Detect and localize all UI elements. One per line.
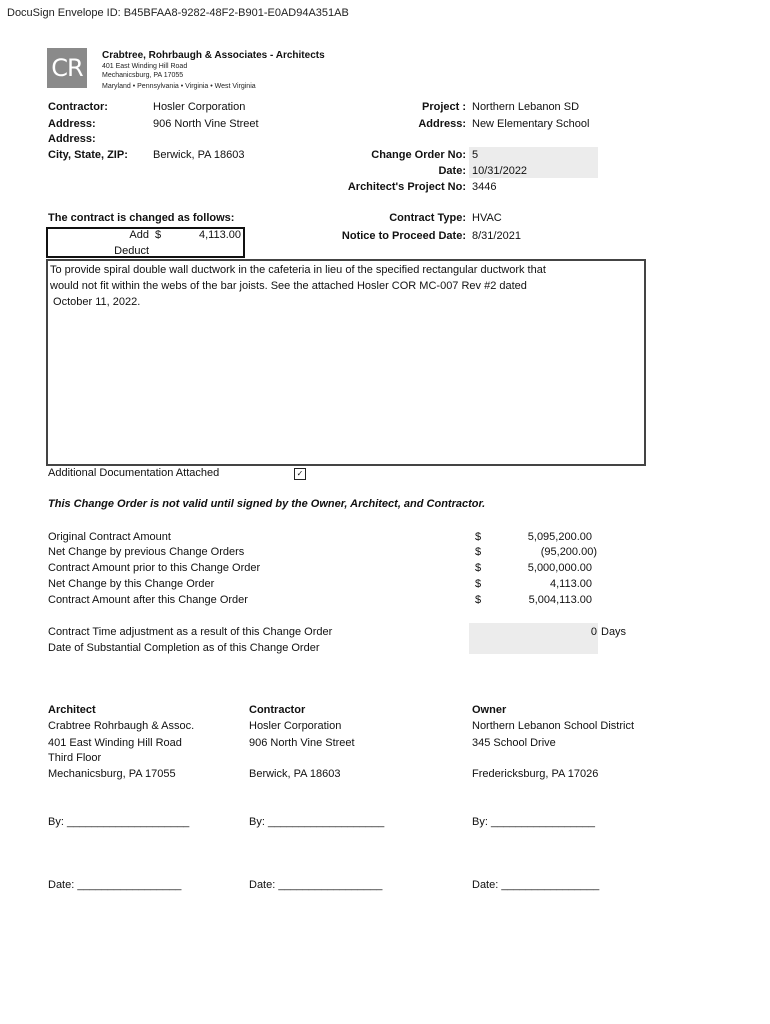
ntp-label: Notice to Proceed Date:	[341, 230, 466, 242]
architect-heading: Architect	[48, 704, 96, 716]
architect-line-1: Crabtree Rohrbaugh & Assoc.	[48, 720, 195, 732]
contract-type-label: Contract Type:	[389, 212, 466, 224]
contractor-city-label: City, State, ZIP:	[48, 149, 128, 161]
description-line-2: would not fit within the webs of the bar joists. See the attached Hosler COR MC-007 Rev #2 dated	[50, 280, 527, 292]
owner-heading: Owner	[472, 704, 507, 716]
project-address-label: Address:	[418, 118, 466, 130]
owner-line-2: 345 School Drive	[472, 737, 556, 749]
project-label: Project :	[421, 101, 466, 113]
summary-label-2: Net Change by previous Change Orders	[48, 546, 245, 558]
architect-date[interactable]: Date: _________________	[48, 879, 182, 891]
date-value: 10/31/2022	[472, 165, 528, 177]
summary-label-1: Original Contract Amount	[48, 531, 171, 543]
additional-docs-label: Additional Documentation Attached	[48, 467, 220, 479]
owner-date[interactable]: Date: ________________	[472, 879, 600, 891]
contractor-sig-line-1: Hosler Corporation	[249, 720, 342, 732]
substantial-completion-label: Date of Substantial Completion as of this Change Order	[48, 642, 320, 654]
summary-value-2: (95,200.00)	[540, 546, 597, 558]
firm-states: Maryland • Pennsylvania • Virginia • West Virginia	[102, 83, 256, 90]
project-value: Northern Lebanon SD	[472, 101, 580, 113]
project-address: New Elementary School	[472, 118, 590, 130]
summary-cur-3: $	[475, 562, 482, 574]
owner-line-1: Northern Lebanon School District	[472, 720, 635, 732]
contractor-sig-line-4: Berwick, PA 18603	[249, 768, 341, 780]
summary-value-4: 4,113.00	[549, 578, 592, 590]
contractor-address2-label: Address:	[48, 133, 96, 145]
additional-docs-checkbox[interactable]: ✓	[294, 468, 306, 480]
envelope-id: DocuSign Envelope ID: B45BFAA8-9282-48F2-B901-E0AD94A351AB	[7, 7, 349, 19]
contractor-label: Contractor:	[48, 101, 108, 113]
add-currency: $	[155, 229, 162, 241]
contractor-address: 906 North Vine Street	[153, 118, 259, 130]
time-adjustment-value: 0	[590, 626, 597, 638]
description-box	[46, 259, 646, 466]
change-heading: The contract is changed as follows:	[48, 212, 235, 224]
change-order-no-label: Change Order No:	[371, 149, 466, 161]
summary-label-5: Contract Amount after this Change Order	[48, 594, 248, 606]
architect-project-no-label: Architect's Project No:	[347, 181, 466, 193]
contractor-address-label: Address:	[48, 118, 96, 130]
contractor-by[interactable]: By: ___________________	[249, 816, 385, 828]
architect-line-3: Third Floor	[48, 752, 102, 764]
contractor-city: Berwick, PA 18603	[153, 149, 245, 161]
time-adjustment-label: Contract Time adjustment as a result of this Change Order	[48, 626, 333, 638]
firm-name: Crabtree, Rohrbaugh & Associates - Architects	[102, 50, 325, 61]
contractor-date[interactable]: Date: _________________	[249, 879, 383, 891]
date-label: Date:	[438, 165, 466, 177]
summary-cur-4: $	[475, 578, 482, 590]
contractor-heading: Contractor	[249, 704, 306, 716]
architect-project-no: 3446	[472, 181, 497, 193]
owner-line-4: Fredericksburg, PA 17026	[472, 768, 599, 780]
contract-type: HVAC	[472, 212, 502, 224]
summary-cur-1: $	[475, 531, 482, 543]
contractor-value: Hosler Corporation	[153, 101, 246, 113]
add-label: Add	[129, 229, 149, 241]
time-adjustment-unit: Days	[601, 626, 627, 638]
description-line-3: October 11, 2022.	[50, 296, 141, 308]
summary-label-4: Net Change by this Change Order	[48, 578, 215, 590]
firm-logo: CR	[47, 48, 87, 88]
add-amount: 4,113.00	[198, 229, 241, 241]
summary-value-1: 5,095,200.00	[527, 531, 592, 543]
summary-cur-2: $	[475, 546, 482, 558]
architect-line-4: Mechanicsburg, PA 17055	[48, 768, 176, 780]
time-shaded-box	[469, 623, 598, 654]
firm-address-1: 401 East Winding Hill Road	[102, 63, 188, 70]
architect-by[interactable]: By: ____________________	[48, 816, 190, 828]
firm-address-2: Mechanicsburg, PA 17055	[102, 72, 184, 79]
ntp-date: 8/31/2021	[472, 230, 521, 242]
contractor-sig-line-2: 906 North Vine Street	[249, 737, 355, 749]
description-line-1: To provide spiral double wall ductwork in the cafeteria in lieu of the specified rectangular ductwork that	[50, 264, 546, 276]
deduct-label: Deduct	[114, 245, 149, 257]
change-order-no: 5	[472, 149, 479, 161]
summary-label-3: Contract Amount prior to this Change Order	[48, 562, 261, 574]
validity-notice: This Change Order is not valid until signed by the Owner, Architect, and Contractor.	[48, 498, 486, 510]
summary-value-5: 5,004,113.00	[528, 594, 592, 606]
architect-line-2: 401 East Winding Hill Road	[48, 737, 182, 749]
owner-by[interactable]: By: _________________	[472, 816, 595, 828]
summary-value-3: 5,000,000.00	[527, 562, 592, 574]
summary-cur-5: $	[475, 594, 482, 606]
